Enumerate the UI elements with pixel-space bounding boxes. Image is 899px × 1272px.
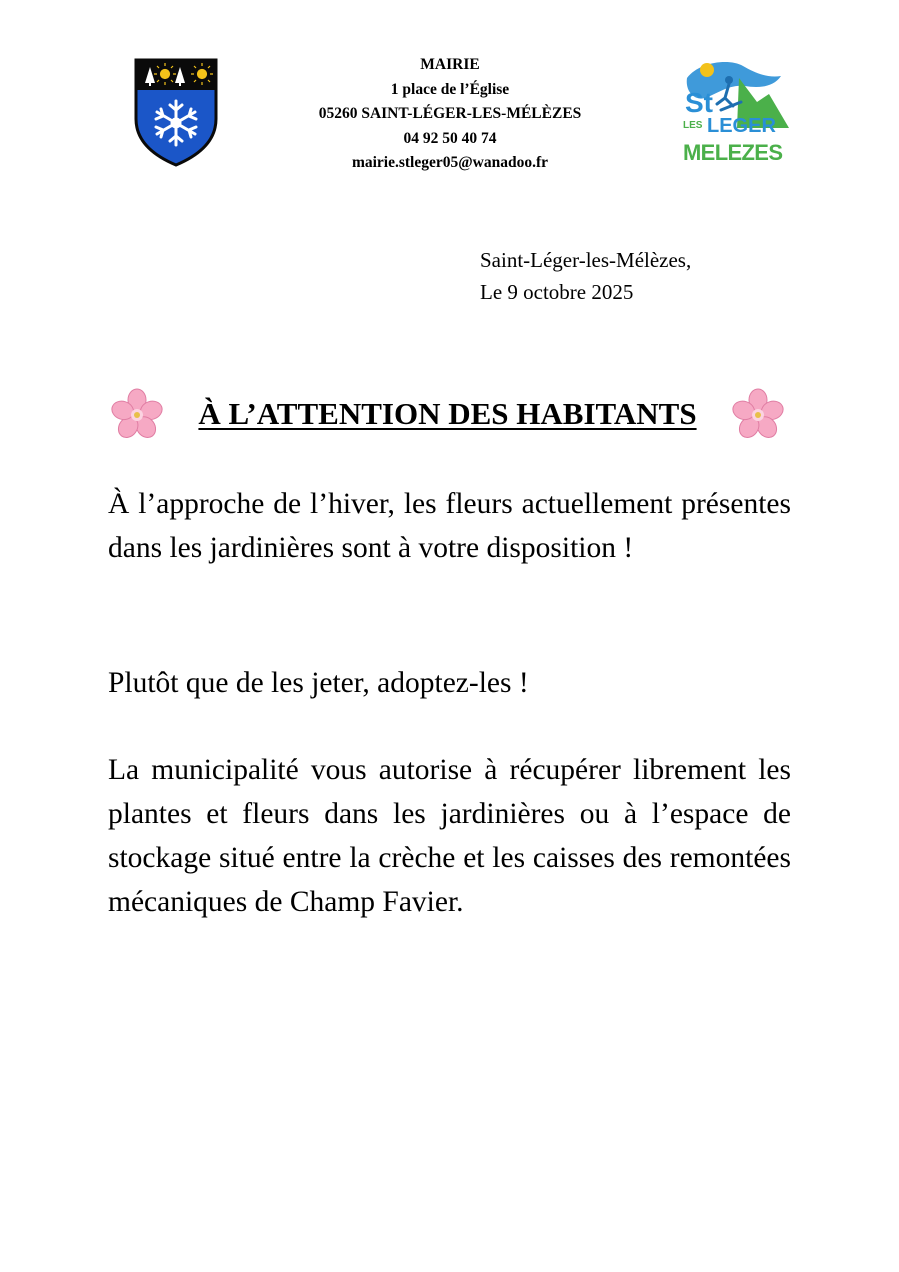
org-name: MAIRIE bbox=[420, 56, 480, 73]
notice-title-row bbox=[111, 386, 784, 442]
coat-of-arms-emblem bbox=[133, 57, 219, 167]
place-and-date bbox=[480, 244, 691, 308]
notice-paragraph-1: À l’approche de l’hiver, les fleurs actuellement présentes dans les jardinières sont à votre disposition ! bbox=[108, 488, 791, 564]
cherry-blossom-icon bbox=[732, 388, 784, 440]
date: Le 9 octobre 2025 bbox=[480, 280, 634, 304]
logo-leger: LEGER bbox=[707, 115, 776, 137]
email-address: mairie.stleger05@wanadoo.fr bbox=[351, 154, 549, 171]
notice-title: À L’ATTENTION DES HABITANTS bbox=[198, 396, 697, 431]
street-address: 1 place de l’Église bbox=[390, 80, 510, 98]
phone-number: 04 92 50 40 74 bbox=[403, 129, 497, 147]
letterhead bbox=[250, 53, 650, 176]
logo-melezes: MELEZES bbox=[683, 140, 783, 165]
postcode-city: 05260 SAINT-LÉGER-LES-MÉLÈZES bbox=[318, 105, 582, 122]
place: Saint-Léger-les-Mélèzes, bbox=[480, 248, 692, 272]
logo-st: St bbox=[685, 87, 713, 118]
resort-logo bbox=[677, 56, 792, 168]
notice-paragraph-3: La municipalité vous autorise à récupérer librement les plantes et fleurs dans les jardinières ou à l’espace de stockage situé entre la crèche et les caisses des remontées mécaniques de Champ Favier. bbox=[108, 754, 791, 918]
logo-les: LES bbox=[683, 120, 703, 131]
notice-paragraph-2: Plutôt que de les jeter, adoptez-les ! bbox=[108, 667, 529, 699]
cherry-blossom-icon bbox=[111, 388, 163, 440]
